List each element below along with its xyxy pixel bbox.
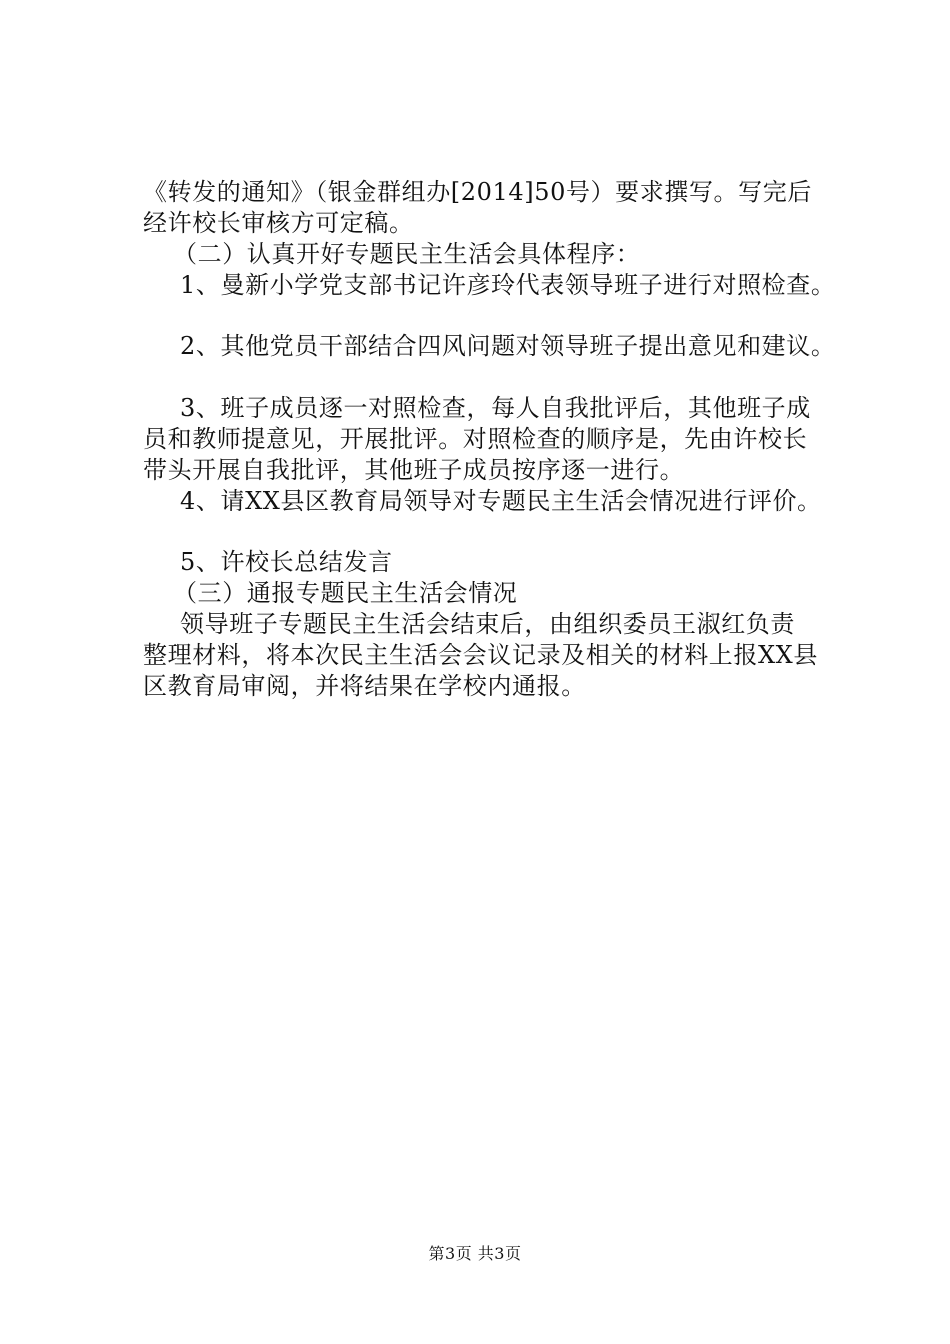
list-item: 1、曼新小学党支部书记许彦玲代表领导班子进行对照检查。 — [180, 271, 836, 299]
paragraph-line: 区教育局审阅，并将结果在学校内通报。 — [143, 672, 586, 700]
section-heading: （二）认真开好专题民主生活会具体程序： — [173, 240, 641, 268]
list-item: 5、许校长总结发言 — [180, 548, 393, 576]
section-heading: （三）通报专题民主生活会情况 — [173, 579, 518, 607]
paragraph-line: 整理材料，将本次民主生活会会议记录及相关的材料上报XX县 — [143, 641, 818, 669]
paragraph-line: 《转发的通知》（银金群组办[2014]50号）要求撰写。写完后 — [143, 178, 812, 206]
paragraph-line: 带头开展自我批评，其他班子成员按序逐一进行。 — [143, 456, 685, 484]
list-item: 3、班子成员逐一对照检查，每人自我批评后，其他班子成 — [180, 394, 811, 422]
paragraph-line: 经许校长审核方可定稿。 — [143, 209, 414, 237]
list-item: 4、请XX县区教育局领导对专题民主生活会情况进行评价。 — [180, 487, 822, 515]
paragraph-line: 员和教师提意见，开展批评。对照检查的顺序是，先由许校长 — [143, 425, 808, 453]
list-item: 2、其他党员干部结合四风问题对领导班子提出意见和建议。 — [180, 332, 836, 360]
paragraph-line: 领导班子专题民主生活会结束后，由组织委员王淑红负责 — [180, 610, 795, 638]
page-number-footer: 第3页 共3页 — [428, 1244, 522, 1263]
